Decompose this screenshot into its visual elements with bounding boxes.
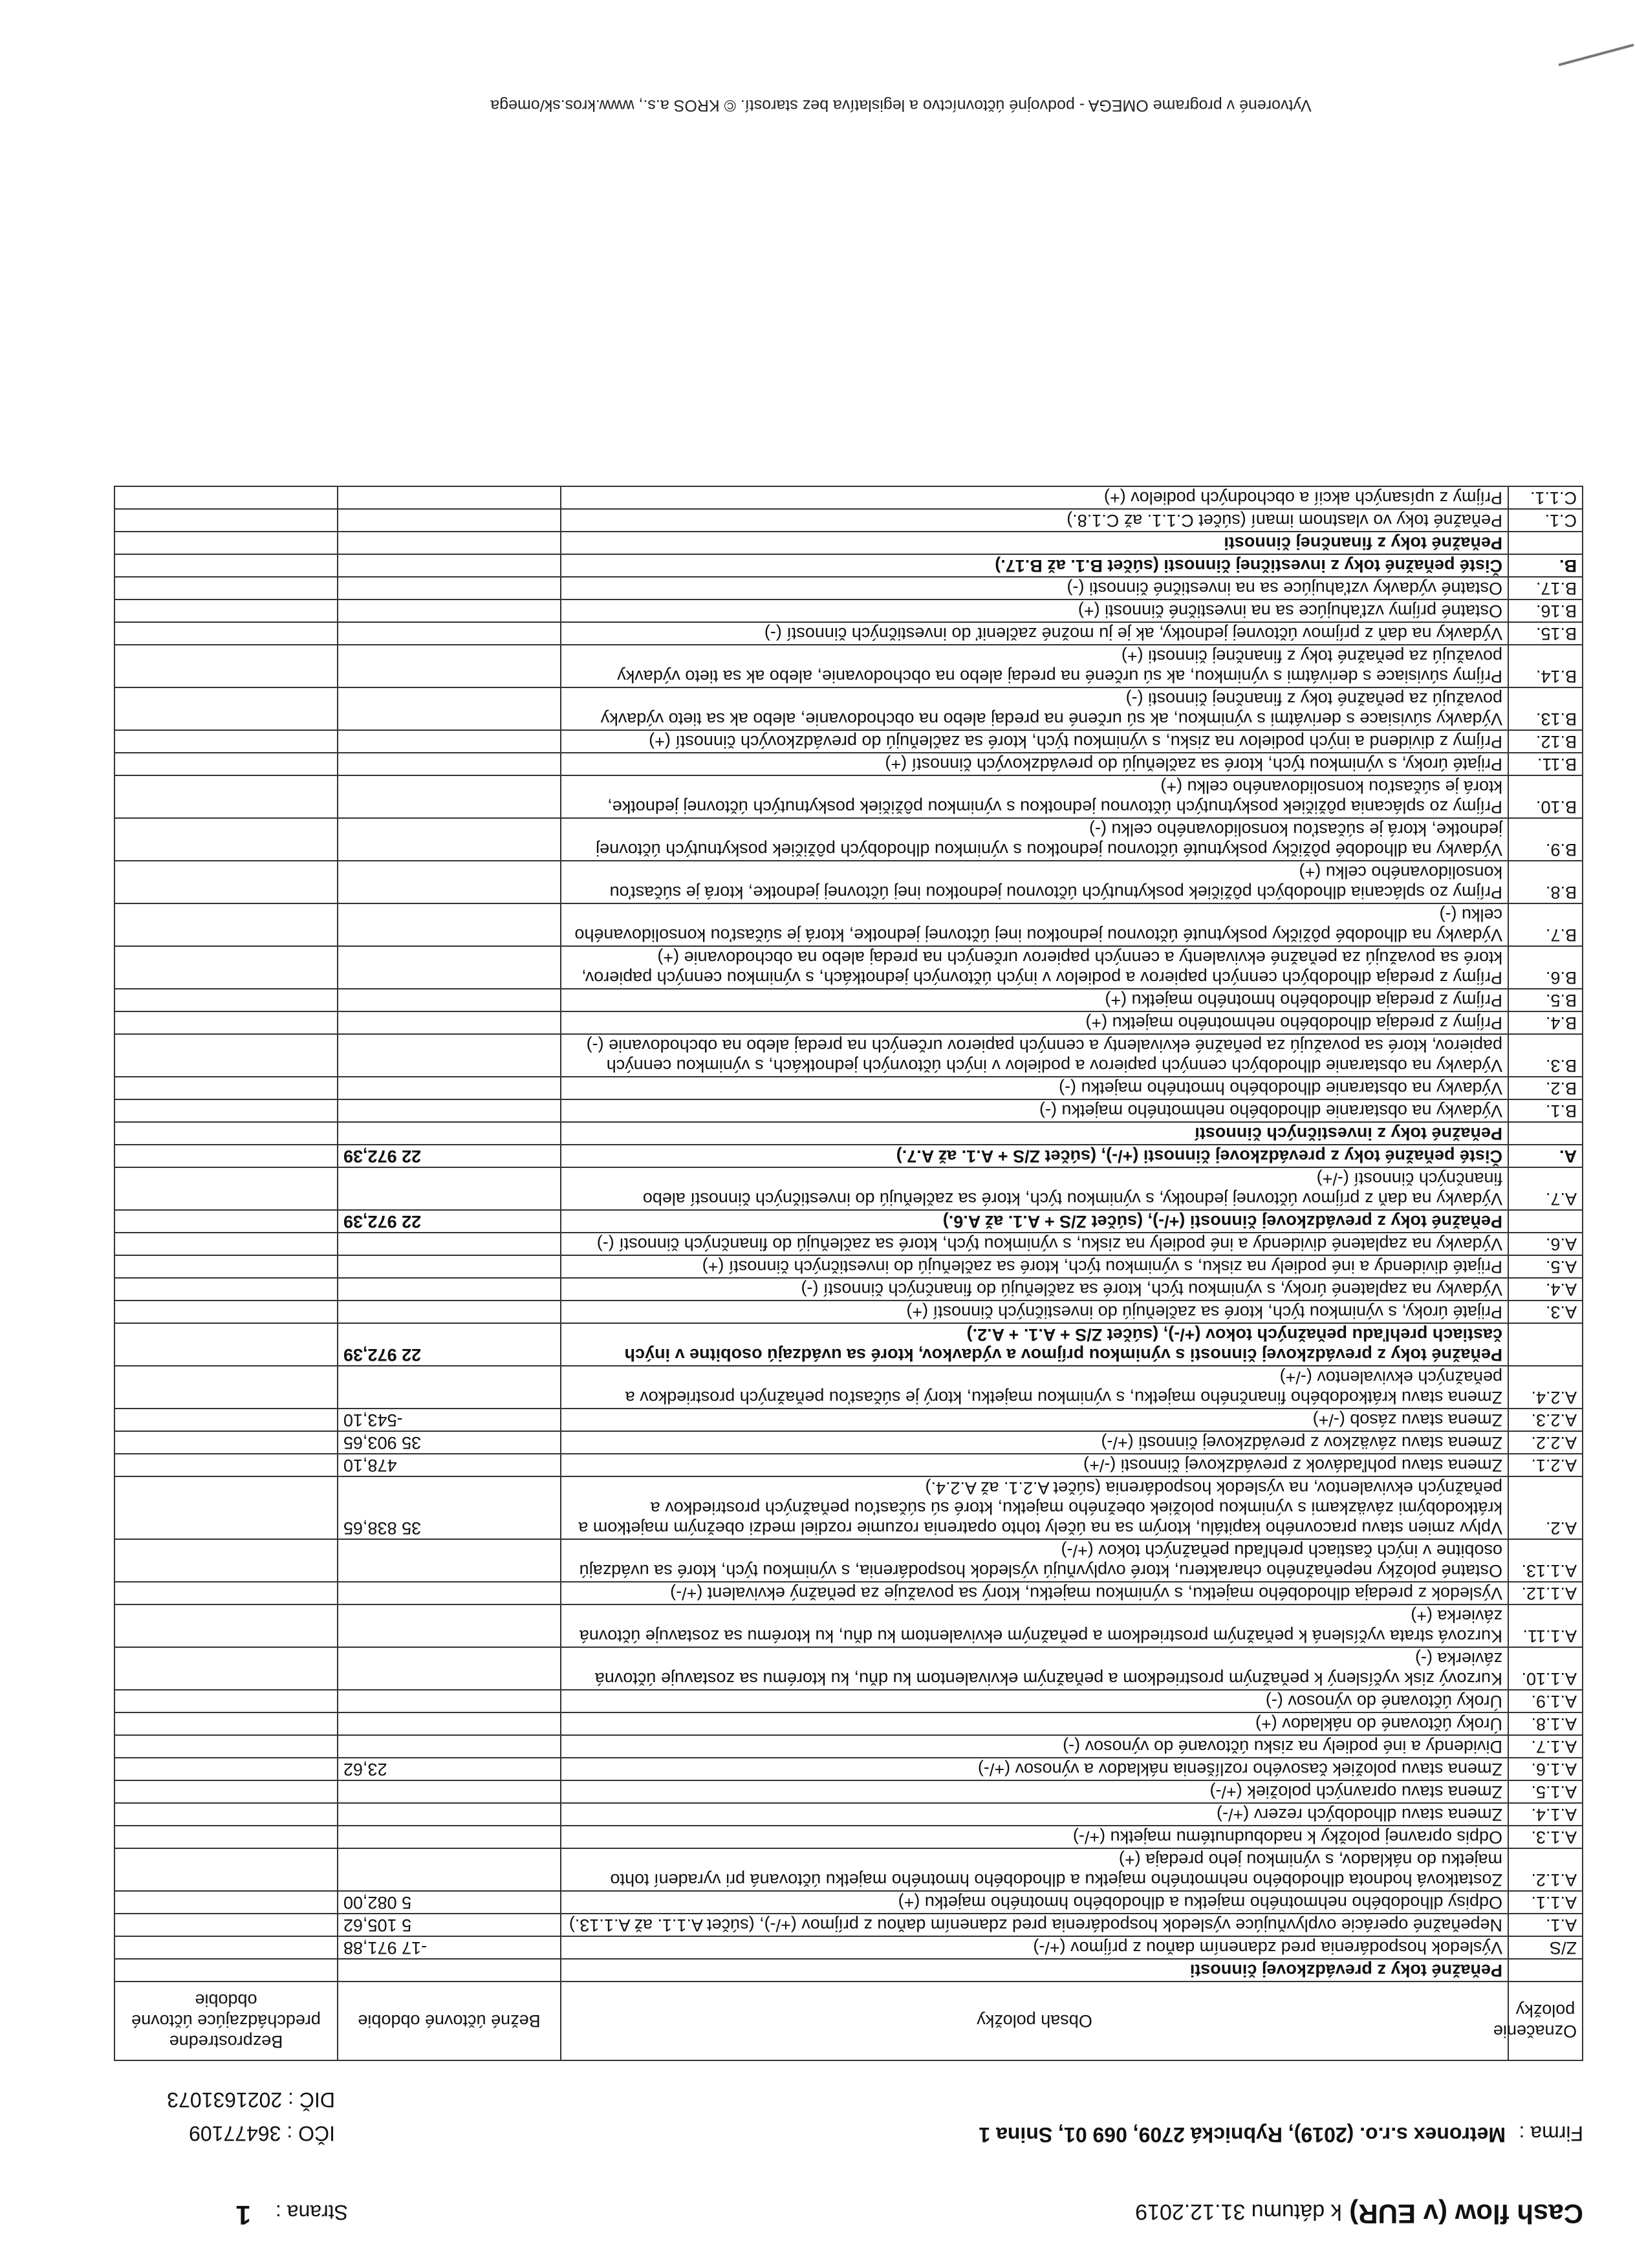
row-current-value <box>338 1233 561 1255</box>
table-row <box>114 1278 1583 1301</box>
row-previous-value <box>114 775 338 818</box>
row-current-value <box>338 1255 561 1278</box>
row-previous-value <box>114 1780 338 1803</box>
row-code <box>1508 1959 1583 1982</box>
row-code: A.2.2. <box>1508 1431 1583 1454</box>
row-code: A.3. <box>1508 1301 1583 1323</box>
table-row <box>114 1099 1583 1122</box>
row-code: C.1.1. <box>1508 486 1583 509</box>
row-previous-value <box>114 645 338 687</box>
row-previous-value <box>114 1233 338 1255</box>
row-text: Peňažné toky z investičných činností <box>561 1122 1508 1145</box>
row-code: B.4. <box>1508 1011 1583 1034</box>
row-code: A.1.7. <box>1508 1735 1583 1758</box>
row-previous-value <box>114 1409 338 1431</box>
row-previous-value <box>114 753 338 775</box>
row-text: Vplyv zmien stavu pracovného kapitálu, ktorým sa na účely tohto opatrenia rozumie rozdiel medzi obežným majetkom a krátkodobými záväzkami s výnimkou položiek obežného majetku, ktoré sú súčasťou peňažných prostriedkov a peňažných ekvivalentov, na výsledok hospodárenia (súčet A.2.1. až A.2.4.) <box>561 1476 1508 1539</box>
row-text: Výdavky na daň z príjmov účtovnej jednotky, ak je ju možné začleniť do investičných činností (-) <box>561 622 1508 645</box>
firma-label: Firma : <box>1519 2122 1583 2145</box>
table-row <box>114 1077 1583 1099</box>
row-current-value <box>338 861 561 903</box>
row-current-value <box>338 486 561 509</box>
table-row <box>114 1647 1583 1690</box>
row-previous-value <box>114 1301 338 1323</box>
table-row <box>114 622 1583 645</box>
row-previous-value <box>114 730 338 753</box>
table-row <box>114 1582 1583 1604</box>
row-text: Zostatková hodnota dlhodobého nehmotného majetku a dlhodobého hmotného majetku účtovaná pri vyradení tohto majetku do nákladov, s výnimkou jeho predaja (+) <box>561 1848 1508 1891</box>
cash-flow-table <box>114 486 1583 2061</box>
row-code: A.2.3. <box>1508 1409 1583 1431</box>
row-code: B.17. <box>1508 577 1583 599</box>
document-header <box>115 2061 1583 2229</box>
row-current-value <box>338 645 561 687</box>
row-previous-value <box>114 1826 338 1848</box>
row-text: Zmena stavu krátkodobého finančného majetku, s výnimkou majetku, ktorý je súčasťou peňažných prostriedkov a peňažných ekvivalentov (-/+) <box>561 1366 1508 1409</box>
table-row <box>114 1409 1583 1431</box>
row-code: B.10. <box>1508 775 1583 818</box>
table-row <box>114 1122 1583 1145</box>
row-current-value <box>338 775 561 818</box>
row-previous-value <box>114 1582 338 1604</box>
ico-number: IČO : 36477109 <box>189 2122 335 2145</box>
title-text: Cash flow (v EUR) <box>1349 2199 1583 2229</box>
row-text: Ostatné položky nepeňažného charakteru, ktoré ovplyvňujú výsledok hospodárenia, s výnimkou tých, ktoré sa uvádzajú osobitne v iných častiach prehľadu peňažných tokov (+/-) <box>561 1539 1508 1582</box>
row-code: A.1.10. <box>1508 1647 1583 1690</box>
row-code: A.1.13. <box>1508 1539 1583 1582</box>
row-text: Peňažné toky z prevádzkovej činnosti s výnimkou príjmov a výdavkov, ktoré sa uvádzajú osobitne v iných častiach prehľadu peňažných tokov (+/-), (súčet Z/S + A.1. + A.2.) <box>561 1323 1508 1366</box>
row-code: B.5. <box>1508 989 1583 1011</box>
row-previous-value <box>114 532 338 554</box>
row-current-value <box>338 1034 561 1077</box>
row-previous-value <box>114 1210 338 1233</box>
row-current-value: 5 082,00 <box>338 1891 561 1914</box>
pen-mark <box>1559 44 1634 67</box>
row-current-value <box>338 1278 561 1301</box>
row-current-value <box>338 1011 561 1034</box>
row-current-value: -543,10 <box>338 1409 561 1431</box>
row-current-value <box>338 946 561 989</box>
table-row <box>114 554 1583 577</box>
row-previous-value <box>114 1647 338 1690</box>
table-row <box>114 486 1583 509</box>
row-code: A.1.3. <box>1508 1826 1583 1848</box>
row-code: B.6. <box>1508 946 1583 989</box>
row-text: Výsledok z predaja dlhodobého majetku, s výnimkou majetku, ktorý sa považuje za peňažný ekvivalent (+/-) <box>561 1582 1508 1604</box>
row-text: Výdavky súvisiace s derivátmi s výnimkou, ak sú určené na predaj alebo na obchodovanie, alebo ak sa tieto výdavky považujú za peňažné toky z finančnej činnosti (-) <box>561 687 1508 730</box>
row-text: Čisté peňažné toky z prevádzkovej činnosti (+/-), (súčet Z/S + A.1. až A.7.) <box>561 1145 1508 1167</box>
row-previous-value <box>114 1959 338 1982</box>
row-current-value <box>338 903 561 946</box>
table-row <box>114 1936 1583 1959</box>
table-row <box>114 1255 1583 1278</box>
table-row <box>114 861 1583 903</box>
table-row <box>114 946 1583 989</box>
table-row <box>114 1476 1583 1539</box>
row-previous-value <box>114 1011 338 1034</box>
row-current-value <box>338 1735 561 1758</box>
row-code: A.4. <box>1508 1278 1583 1301</box>
row-code: B.11. <box>1508 753 1583 775</box>
table-row <box>114 1034 1583 1077</box>
row-code: B.7. <box>1508 903 1583 946</box>
row-code <box>1508 532 1583 554</box>
row-current-value: 35 838,65 <box>338 1476 561 1539</box>
header-content: Obsah položky <box>561 1982 1508 2060</box>
row-code: A.2.4. <box>1508 1366 1583 1409</box>
row-text: Peňažné toky z prevádzkovej činnosti <box>561 1959 1508 1982</box>
table-row <box>114 1891 1583 1914</box>
row-text: Úroky účtované do výnosov (-) <box>561 1690 1508 1712</box>
row-code: A.1.5. <box>1508 1780 1583 1803</box>
row-previous-value <box>114 1712 338 1735</box>
row-text: Výdavky na obstaranie dlhodobého nehmotného majetku (-) <box>561 1099 1508 1122</box>
table-row <box>114 645 1583 687</box>
row-code: A.1.1. <box>1508 1891 1583 1914</box>
row-text: Výdavky na dlhodobé pôžičky poskytnuté účtovnou jednotkou s výnimkou dlhodobých pôžičiek poskytnutých účtovnej jednotke, ktorá je súčasťou konsolidovaného celku (-) <box>561 818 1508 861</box>
row-code: B. <box>1508 554 1583 577</box>
row-previous-value <box>114 1323 338 1366</box>
table-row <box>114 1366 1583 1409</box>
row-previous-value <box>114 1278 338 1301</box>
row-text: Kurzová strata vyčíslená k peňažným prostriedkom a peňažným ekvivalentom ku dňu, ku ktorému sa zostavuje účtovná závierka (+) <box>561 1604 1508 1647</box>
row-previous-value <box>114 1758 338 1780</box>
header-current-period: Bežné účtovné obdobie <box>338 1982 561 2060</box>
row-text: Výdavky na zaplatené úroky, s výnimkou tých, ktoré sa začleňujú do finančných činností (-) <box>561 1278 1508 1301</box>
row-previous-value <box>114 1539 338 1582</box>
row-text: Úroky účtované do nákladov (+) <box>561 1712 1508 1735</box>
row-code <box>1508 1210 1583 1233</box>
row-current-value: 22 972,39 <box>338 1323 561 1366</box>
row-text: Zmena stavu opravných položiek (+/-) <box>561 1780 1508 1803</box>
row-code: B.8. <box>1508 861 1583 903</box>
row-text: Dividendy a iné podiely na zisku účtované do výnosov (-) <box>561 1735 1508 1758</box>
row-text: Príjmy z predaja dlhodobého nehmotného majetku (+) <box>561 1011 1508 1034</box>
row-text: Príjmy zo splácania dlhodobých pôžičiek poskytnutých účtovnou jednotkou inej účtovnej jednotke, ktorá je súčasťou konsolidovaného celku (+) <box>561 861 1508 903</box>
row-previous-value <box>114 1604 338 1647</box>
row-current-value <box>338 1301 561 1323</box>
row-text: Výdavky na obstaranie dlhodobého hmotného majetku (-) <box>561 1077 1508 1099</box>
row-code: A.1.8. <box>1508 1712 1583 1735</box>
row-code: A.1.12. <box>1508 1582 1583 1604</box>
row-previous-value <box>114 1034 338 1077</box>
row-current-value <box>338 1366 561 1409</box>
row-current-value <box>338 1780 561 1803</box>
page-content <box>115 486 1583 2229</box>
row-code: B.9. <box>1508 818 1583 861</box>
row-current-value <box>338 622 561 645</box>
row-current-value: 478,10 <box>338 1454 561 1476</box>
row-previous-value <box>114 1476 338 1539</box>
row-current-value: -17 971,88 <box>338 1936 561 1959</box>
header-previous-period: Bezprostredne predchádzajúce účtovné obdobie <box>114 1982 338 2060</box>
row-current-value: 22 972,39 <box>338 1210 561 1233</box>
row-text: Príjmy zo splácania pôžičiek poskytnutých účtovnou jednotkou s výnimkou pôžičiek poskytnutých účtovnej jednotke, ktorá je súčasťou konsolidovaného celku (+) <box>561 775 1508 818</box>
row-text: Výdavky na zaplatené dividendy a iné podiely na zisku, s výnimkou tých, ktoré sa začleňujú do finančných činností (-) <box>561 1233 1508 1255</box>
row-code <box>1508 1122 1583 1145</box>
table-row <box>114 1210 1583 1233</box>
row-code: B.13. <box>1508 687 1583 730</box>
row-text: Čisté peňažné toky z investičnej činnosti (súčet B.1. až B.17.) <box>561 554 1508 577</box>
row-current-value <box>338 1647 561 1690</box>
document-title <box>1135 2198 1583 2229</box>
row-current-value <box>338 1803 561 1826</box>
row-previous-value <box>114 1735 338 1758</box>
row-previous-value <box>114 1366 338 1409</box>
row-previous-value <box>114 1891 338 1914</box>
row-code: B.16. <box>1508 599 1583 622</box>
row-code: A.1.9. <box>1508 1690 1583 1712</box>
table-row <box>114 1914 1583 1936</box>
row-current-value <box>338 818 561 861</box>
row-current-value <box>338 509 561 532</box>
row-previous-value <box>114 622 338 645</box>
table-row <box>114 775 1583 818</box>
row-previous-value <box>114 1936 338 1959</box>
table-row <box>114 730 1583 753</box>
table-header-row <box>114 1982 1583 2060</box>
table-row <box>114 903 1583 946</box>
row-previous-value <box>114 687 338 730</box>
row-text: Príjmy z dividend a iných podielov na zisku, s výnimkou tých, ktoré sa začleňujú do prevádzkových činností (+) <box>561 730 1508 753</box>
row-previous-value <box>114 577 338 599</box>
table-row <box>114 1011 1583 1034</box>
row-text: Odpis opravnej položky k nadobudnutému majetku (+/-) <box>561 1826 1508 1848</box>
row-code: A.1.6. <box>1508 1758 1583 1780</box>
row-code: B.3. <box>1508 1034 1583 1077</box>
row-previous-value <box>114 509 338 532</box>
row-code: B.15. <box>1508 622 1583 645</box>
table-row <box>114 753 1583 775</box>
table-row <box>114 1780 1583 1803</box>
row-previous-value <box>114 818 338 861</box>
row-text: Peňažné toky vo vlastnom imaní (súčet C.1.1. až C.1.8.) <box>561 509 1508 532</box>
row-previous-value <box>114 486 338 509</box>
row-previous-value <box>114 1690 338 1712</box>
row-code: A. <box>1508 1145 1583 1167</box>
row-current-value <box>338 730 561 753</box>
row-text: Peňažné toky z finančnej činnosti <box>561 532 1508 554</box>
row-previous-value <box>114 1914 338 1936</box>
row-current-value <box>338 599 561 622</box>
row-previous-value <box>114 861 338 903</box>
row-previous-value <box>114 599 338 622</box>
row-current-value <box>338 687 561 730</box>
row-text: Zmena stavu pohľadávok z prevádzkovej činnosti (-/+) <box>561 1454 1508 1476</box>
row-current-value: 35 903,65 <box>338 1431 561 1454</box>
row-code: A.2. <box>1508 1476 1583 1539</box>
row-previous-value <box>114 903 338 946</box>
row-text: Nepeňažné operácie ovplyvňujúce výsledok hospodárenia pred zdanením daňou z príjmov (+/-), (súčet A.1.1. až A.1.13.) <box>561 1914 1508 1936</box>
table-row <box>114 1803 1583 1826</box>
row-text: Zmena stavu zásob (-/+) <box>561 1409 1508 1431</box>
row-text: Výdavky na obstaranie dlhodobých cenných papierov a podielov v iných účtovných jednotkách, s výnimkou cenných papierov, ktoré sa považujú za peňažné ekvivalenty a cenných papierov určených na predaj alebo na obchodovanie (-) <box>561 1034 1508 1077</box>
row-text: Ostatné príjmy vzťahujúce sa na investičné činnosti (+) <box>561 599 1508 622</box>
table-row <box>114 1735 1583 1758</box>
row-previous-value <box>114 1255 338 1278</box>
table-row <box>114 1848 1583 1891</box>
row-previous-value <box>114 554 338 577</box>
table-row <box>114 599 1583 622</box>
table-body <box>114 486 1583 1982</box>
row-current-value <box>338 1099 561 1122</box>
table-row <box>114 509 1583 532</box>
row-code: A.6. <box>1508 1233 1583 1255</box>
row-current-value <box>338 1826 561 1848</box>
row-current-value <box>338 1539 561 1582</box>
row-previous-value <box>114 1077 338 1099</box>
table-row <box>114 989 1583 1011</box>
row-current-value <box>338 989 561 1011</box>
row-code: A.1.4. <box>1508 1803 1583 1826</box>
table-row <box>114 1539 1583 1582</box>
row-current-value <box>338 1604 561 1647</box>
row-text: Zmena stavu záväzkov z prevádzkovej činnosti (+/-) <box>561 1431 1508 1454</box>
date-text: k dátumu 31.12.2019 <box>1135 2199 1342 2224</box>
row-current-value: 23,62 <box>338 1758 561 1780</box>
row-code: A.1.11. <box>1508 1604 1583 1647</box>
row-current-value <box>338 1959 561 1982</box>
table-row <box>114 1431 1583 1454</box>
row-current-value <box>338 1167 561 1210</box>
row-current-value <box>338 1122 561 1145</box>
row-text: Zmena stavu položiek časového rozlíšenia nákladov a výnosov (+/-) <box>561 1758 1508 1780</box>
row-code: A.1.2. <box>1508 1848 1583 1891</box>
row-previous-value <box>114 989 338 1011</box>
row-code: B.14. <box>1508 645 1583 687</box>
table-row <box>114 1301 1583 1323</box>
row-code: A.5. <box>1508 1255 1583 1278</box>
row-previous-value <box>114 1145 338 1167</box>
row-code: B.1. <box>1508 1099 1583 1122</box>
row-text: Príjmy z predaja dlhodobých cenných papierov a podielov v iných účtovných jednotkách, s výnimkou cenných papierov, ktoré sa považujú za peňažné ekvivalenty a cenných papierov určených na predaj alebo na obchodovanie (+) <box>561 946 1508 989</box>
row-text: Výdavky na dlhodobé pôžičky poskytnuté účtovnou jednotkou inej účtovnej jednotke, ktorá je súčasťou konsolidovaného celku (-) <box>561 903 1508 946</box>
table-row <box>114 818 1583 861</box>
company-name: Metronex s.r.o. (2019), Rybnická 2709, 069 01, Snina 1 <box>979 2123 1506 2146</box>
row-previous-value <box>114 1099 338 1122</box>
row-text: Príjmy z upísaných akcií a obchodných podielov (+) <box>561 486 1508 509</box>
table-row <box>114 532 1583 554</box>
table-row <box>114 577 1583 599</box>
row-code <box>1508 1323 1583 1366</box>
row-text: Ostatné výdavky vzťahujúce sa na investičné činnosti (-) <box>561 577 1508 599</box>
row-code: A.2.1. <box>1508 1454 1583 1476</box>
row-current-value <box>338 1712 561 1735</box>
row-text: Príjmy z predaja dlhodobého hmotného majetku (+) <box>561 989 1508 1011</box>
row-text: Prijaté úroky, s výnimkou tých, ktoré sa začleňujú do investičných činností (+) <box>561 1301 1508 1323</box>
row-text: Zmena stavu dlhodobých rezerv (+/-) <box>561 1803 1508 1826</box>
table-row <box>114 1145 1583 1167</box>
table-row <box>114 1167 1583 1210</box>
row-code: Z/S <box>1508 1936 1583 1959</box>
row-previous-value <box>114 946 338 989</box>
row-current-value <box>338 1582 561 1604</box>
row-text: Prijaté dividendy a iné podiely na zisku, s výnimkou tých, ktoré sa začleňujú do investičných činností (+) <box>561 1255 1508 1278</box>
row-text: Kurzový zisk vyčíslený k peňažným prostriedkom a peňažným ekvivalentom ku dňu, ku ktorému sa zostavuje účtovná závierka (-) <box>561 1647 1508 1690</box>
table-row <box>114 687 1583 730</box>
row-code: A.7. <box>1508 1167 1583 1210</box>
row-previous-value <box>114 1803 338 1826</box>
row-code: A.1. <box>1508 1914 1583 1936</box>
row-code: C.1. <box>1508 509 1583 532</box>
row-previous-value <box>114 1454 338 1476</box>
page-number: 1 <box>235 2200 251 2230</box>
table-row <box>114 1454 1583 1476</box>
table-row <box>114 1604 1583 1647</box>
dic-number: DIČ : 2021631073 <box>167 2088 335 2111</box>
row-text: Výdavky na daň z príjmov účtovnej jednotky, s výnimkou tých, ktoré sa začleňujú do investičných činností alebo finančných činností (-/+) <box>561 1167 1508 1210</box>
row-previous-value <box>114 1167 338 1210</box>
row-previous-value <box>114 1431 338 1454</box>
header-code: Označenie položky <box>1508 1982 1583 2060</box>
table-row <box>114 1758 1583 1780</box>
row-code: B.12. <box>1508 730 1583 753</box>
row-current-value <box>338 1848 561 1891</box>
row-code: B.2. <box>1508 1077 1583 1099</box>
row-text: Peňažné toky z prevádzkovej činnosti (+/-), (súčet Z/S + A.1. až A.6.) <box>561 1210 1508 1233</box>
page-label: Strana : <box>275 2201 348 2224</box>
row-previous-value <box>114 1848 338 1891</box>
table-row <box>114 1323 1583 1366</box>
row-current-value <box>338 577 561 599</box>
row-current-value <box>338 1690 561 1712</box>
row-current-value <box>338 1077 561 1099</box>
row-previous-value <box>114 1122 338 1145</box>
row-current-value: 22 972,39 <box>338 1145 561 1167</box>
row-text: Príjmy súvisiace s derivátmi s výnimkou, ak sú určené na predaj alebo na obchodovanie, alebo ak sa tieto výdavky považujú za peňažné toky z finančnej činnosti (+) <box>561 645 1508 687</box>
row-text: Prijaté úroky, s výnimkou tých, ktoré sa začleňujú do prevádzkových činností (+) <box>561 753 1508 775</box>
table-row <box>114 1690 1583 1712</box>
row-current-value <box>338 554 561 577</box>
table-row <box>114 1712 1583 1735</box>
row-text: Výsledok hospodárenia pred zdanením daňou z príjmov (+/-) <box>561 1936 1508 1959</box>
table-row <box>114 1233 1583 1255</box>
row-current-value <box>338 532 561 554</box>
table-row <box>114 1959 1583 1982</box>
row-text: Odpisy dlhodobého nehmotného majetku a dlhodobého hmotného majetku (+) <box>561 1891 1508 1914</box>
row-current-value: 5 105,62 <box>338 1914 561 1936</box>
table-row <box>114 1826 1583 1848</box>
footer-note: Vytvorené v programe OMEGA - podvojné účtovníctvo a legislatíva bez starostí. © KROS a.s., www.kros.sk/omega <box>490 96 1312 114</box>
row-current-value <box>338 753 561 775</box>
